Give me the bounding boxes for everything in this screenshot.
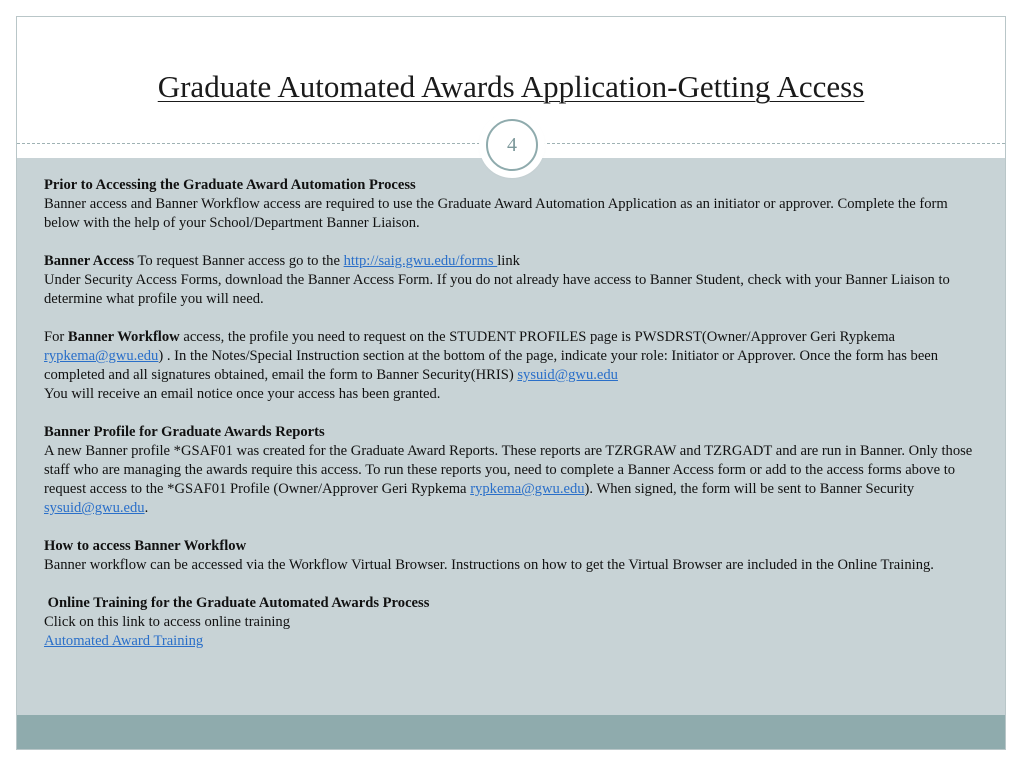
section-body: You will receive an email notice once your access has been granted. <box>44 386 441 402</box>
slide <box>16 16 1006 750</box>
banner-access-line <box>44 252 984 271</box>
section-heading: Banner Workflow <box>67 329 180 345</box>
profile-paragraph <box>44 442 984 518</box>
email-link-sysuid[interactable]: sysuid@gwu.edu <box>517 367 618 383</box>
email-link-sysuid[interactable]: sysuid@gwu.edu <box>44 500 145 516</box>
body-text <box>44 176 984 670</box>
section-heading: Banner Access <box>44 253 135 269</box>
section-heading: Prior to Accessing the Graduate Award Automation Process <box>44 177 416 193</box>
page-number: 4 <box>486 119 538 171</box>
section-training <box>44 594 984 651</box>
email-link-rypkema[interactable]: rypkema@gwu.edu <box>470 481 585 497</box>
section-profile <box>44 423 984 518</box>
section-heading: Online Training for the Graduate Automated Awards Process <box>44 595 430 611</box>
section-body: Click on this link to access online training <box>44 614 291 630</box>
text: ) . In the Notes/Special Instruction section at the bottom of the page, indicate your role: Initiator or Approver. Once the form has been completed and all signatures obtained, email the form to Banner Security(HRIS) <box>44 348 939 383</box>
workflow-paragraph <box>44 328 984 385</box>
footer-band <box>17 715 1005 749</box>
section-how-to <box>44 537 984 575</box>
section-workflow <box>44 328 984 404</box>
section-heading: Banner Profile for Graduate Awards Reports <box>44 424 325 440</box>
section-prior <box>44 176 984 233</box>
forms-link[interactable]: http://saig.gwu.edu/forms <box>343 253 498 269</box>
text: access, the profile you need to request on the STUDENT PROFILES page is PWSDRST(Owner/Approver Geri Rypkema <box>179 329 896 345</box>
section-banner-access <box>44 252 984 309</box>
email-link-rypkema[interactable]: rypkema@gwu.edu <box>44 348 159 364</box>
section-heading: How to access Banner Workflow <box>44 538 247 554</box>
text: link <box>497 253 520 269</box>
slide-title: Graduate Automated Awards Application-Getting Access <box>157 69 865 104</box>
text: ). When signed, the form will be sent to Banner Security <box>584 481 915 497</box>
text: . <box>144 500 149 516</box>
training-link[interactable]: Automated Award Training <box>44 633 204 649</box>
text: For <box>44 329 68 345</box>
page-number-badge <box>482 115 542 175</box>
text: A new Banner profile *GSAF01 was created for the Graduate Award Reports. These reports are TZRGRAW and TZRGADT and are run in Banner. Only those staff who are managing the awards require this access. To run these reports you, need to complete a Banner Access form or add to the access forms above to request access to the *GSAF01 Profile (Owner/Approver Geri Rypkema <box>44 443 973 497</box>
text: To request Banner access go to the <box>134 253 344 269</box>
section-body: Banner access and Banner Workflow access are required to use the Graduate Award Automation Application as an initiator or approver. Complete the form below with the help of your School/Department Banner Liaison. <box>44 196 948 231</box>
section-body: Under Security Access Forms, download the Banner Access Form. If you do not already have access to Banner Student, check with your Banner Liaison to determine what profile you will need. <box>44 272 950 307</box>
section-body: Banner workflow can be accessed via the Workflow Virtual Browser. Instructions on how to get the Virtual Browser are included in the Online Training. <box>44 557 934 573</box>
